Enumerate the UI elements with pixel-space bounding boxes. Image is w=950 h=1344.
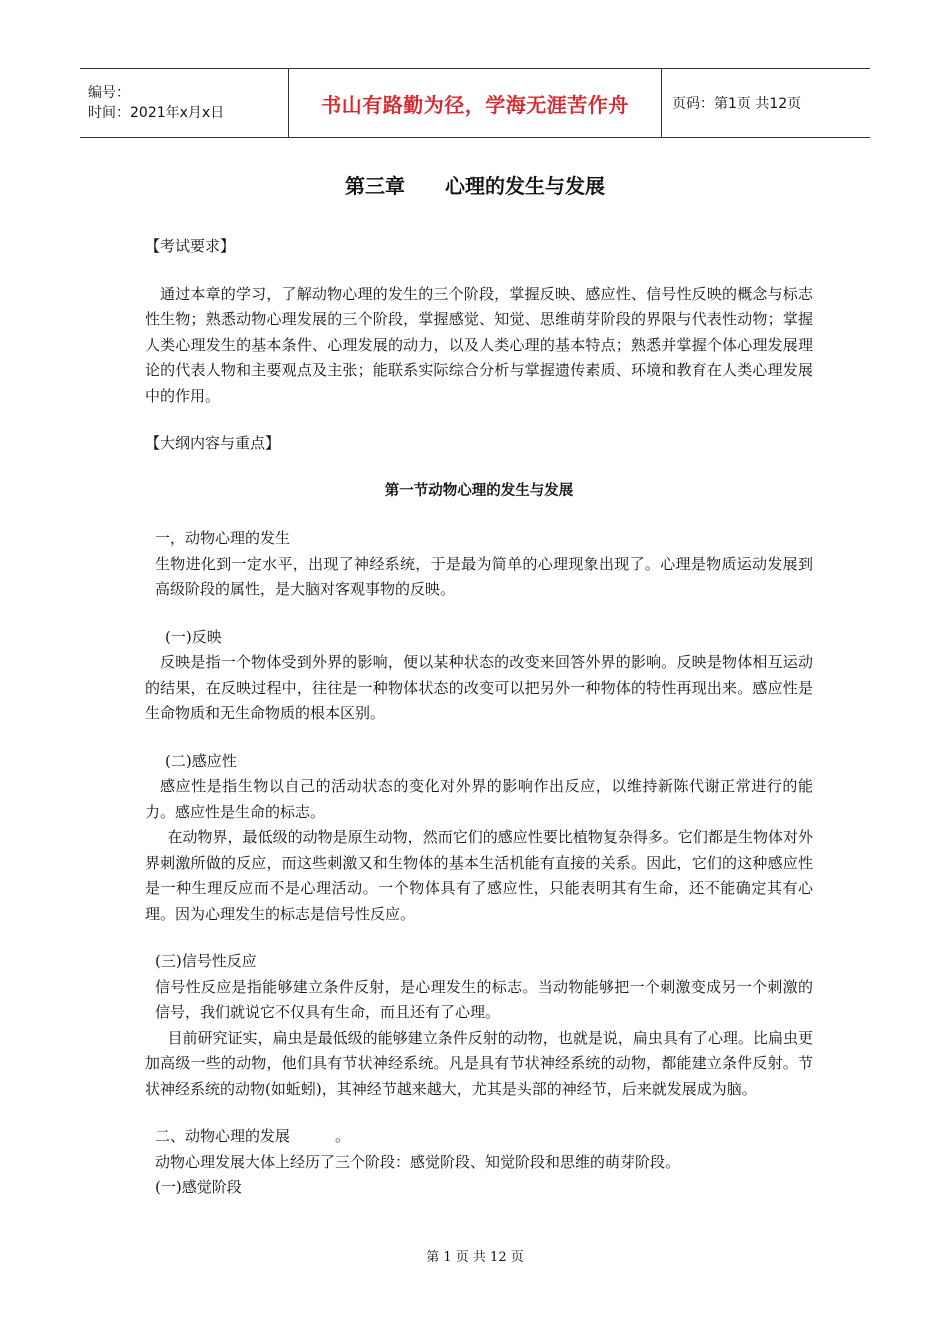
header-left-cell: [80, 69, 288, 137]
part-2-heading: 二、动物心理的发展 。: [155, 1127, 351, 1145]
header-page-code-cell: [662, 69, 801, 137]
part-2-subsection-1-heading: (一)感觉阶段: [155, 1178, 242, 1196]
header-page-code: 页码：第1页 共12页: [672, 96, 802, 112]
chapter-title: [0, 170, 950, 199]
document-number-label: 编号：: [88, 85, 130, 101]
part-1-text: 生物进化到一定水平，出现了神经系统，于是最为简单的心理现象出现了。心理是物质运动发展到高级阶段的属性，是大脑对客观事物的反映。: [155, 554, 813, 598]
subsection-3-text-a: 信号性反应是指能够建立条件反射，是心理发生的标志。当动物能够把一个刺激变成另一个刺激的信号，我们就说它不仅具有生命，而且还有了心理。: [155, 977, 813, 1021]
part-2-text: 动物心理发展大体上经历了三个阶段：感觉阶段、知觉阶段和思维的萌芽阶段。: [155, 1152, 681, 1171]
document-time-label: 时间：2021年x月x日: [88, 105, 225, 121]
subsection-2-text-b: 在动物界，最低级的动物是原生动物，然而它们的感应性要比植物复杂得多。它们都是生物体对外界刺激所做的反应，而这些刺激又和生物体的基本生活机能有直接的关系。因此，它们的这种感应性是一种生理反应而不是心理活动。一个物体具有了感应性，只能表明其有生命，还不能确定其有心理。因为心理发生的标志是信号性反应。: [145, 828, 813, 923]
subsection-1-text: 反映是指一个物体受到外界的影响，便以某种状态的改变来回答外界的影响。反映是物体相互运动的结果，在反映过程中，往往是一种物体状态的改变可以把另外一种物体的特性再现出来。感应性是生命物质和无生命物质的根本区别。: [145, 653, 813, 722]
subsection-2-text-a: 感应性是指生物以自己的活动状态的变化对外界的影响作出反应，以维持新陈代谢正常进行的能力。感应性是生命的标志。: [145, 777, 813, 821]
section-1-title: 第一节动物心理的发生与发展: [384, 482, 574, 499]
chapter-name: 心理的发生与发展: [445, 174, 605, 198]
subsection-2-heading: (二)感应性: [165, 751, 237, 770]
subsection-1-heading: (一)反映: [165, 627, 222, 646]
exam-requirements-heading: 【考试要求】: [145, 237, 236, 255]
part-1-heading: 一，动物心理的发生: [155, 529, 291, 547]
exam-requirements-text: 通过本章的学习，了解动物心理的发生的三个阶段，掌握反映、感应性、信号性反映的概念与标志性生物；熟悉动物心理发展的三个阶段，掌握感觉、知觉、思维萌芽阶段的界限与代表性动物；掌握人类心理发生的基本条件、心理发展的动力，以及人类心理的基本特点；熟悉并掌握个体心理发展理论的代表人物和主要观点及主张；能联系实际综合分析与掌握遗传素质、环境和教育在人类心理发展中的作用。: [145, 284, 813, 405]
document-body: [145, 234, 813, 1201]
chapter-number: 第三章: [345, 174, 405, 198]
subsection-3-text-b: 目前研究证实，扁虫是最低级的能够建立条件反射的动物，也就是说，扁虫具有了心理。比扁虫更加高级一些的动物，他们具有节状神经系统。凡是具有节状神经系统的动物，都能建立条件反射。节状神经系统的动物(如蚯蚓)，其神经节越来越大，尤其是头部的神经节，后来就发展成为脑。: [145, 1028, 813, 1098]
header-motto-cell: [288, 69, 662, 137]
subsection-3-heading: (三)信号性反应: [155, 952, 257, 970]
page-footer: 第 1 页 共 12 页: [426, 1250, 524, 1265]
outline-heading: 【大纲内容与重点】: [145, 434, 281, 452]
header-motto: 书山有路勤为径，学海无涯苦作舟: [321, 92, 629, 117]
document-header-table: [80, 68, 870, 138]
